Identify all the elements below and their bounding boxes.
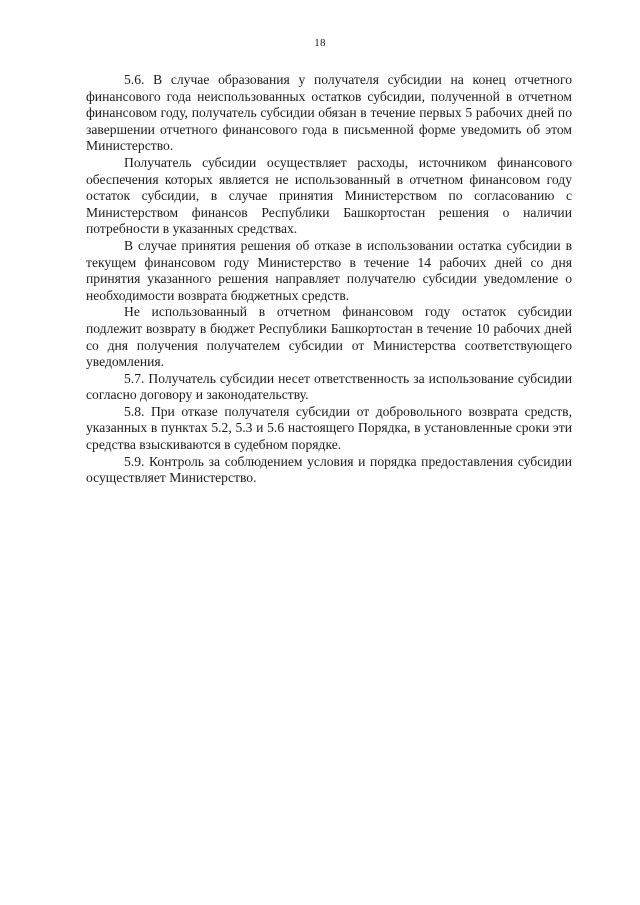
paragraph-refusal-decision: В случае принятия решения об отказе в использовании остатка субсидии в текущем финансовом году Министерство в течение 14 рабочих дней со дня принятия указанного решения направляет получателю субсидии уведомление о необходимости возврата бюджетных средств. bbox=[86, 237, 572, 303]
paragraph-5-6: 5.6. В случае образования у получателя субсидии на конец отчетного финансового года неиспользованных остатков субсидии, полученной в отчетном финансовом году, получатель субсидии обязан в течение первых 5 рабочих дней по завершении отчетного финансового года в письменной форме уведомить об этом Министерство. bbox=[86, 72, 572, 154]
paragraph-5-9: 5.9. Контроль за соблюдением условия и порядка предоставления субсидии осуществляет Министерство. bbox=[86, 453, 572, 486]
page-number: 18 bbox=[314, 37, 326, 49]
document-body bbox=[86, 72, 572, 487]
paragraph-5-7: 5.7. Получатель субсидии несет ответственность за использование субсидии согласно договору и законодательству. bbox=[86, 370, 572, 403]
paragraph-unused-balance-return: Не использованный в отчетном финансовом году остаток субсидии подлежит возврату в бюджет Республики Башкортостан в течение 10 рабочих дней со дня получения получателем субсидии от Министерства соответствующего уведомления. bbox=[86, 304, 572, 370]
paragraph-5-8: 5.8. При отказе получателя субсидии от добровольного возврата средств, указанных в пунктах 5.2, 5.3 и 5.6 настоящего Порядка, в установленные сроки эти средства взыскиваются в судебном порядке. bbox=[86, 403, 572, 453]
paragraph-recipient-expenses: Получатель субсидии осуществляет расходы, источником финансового обеспечения которых является не использованный в отчетном финансовом году остаток субсидии, в случае принятия Министерством по согласованию с Министерством финансов Республики Башкортостан решения о наличии потребности в указанных средствах. bbox=[86, 154, 572, 237]
